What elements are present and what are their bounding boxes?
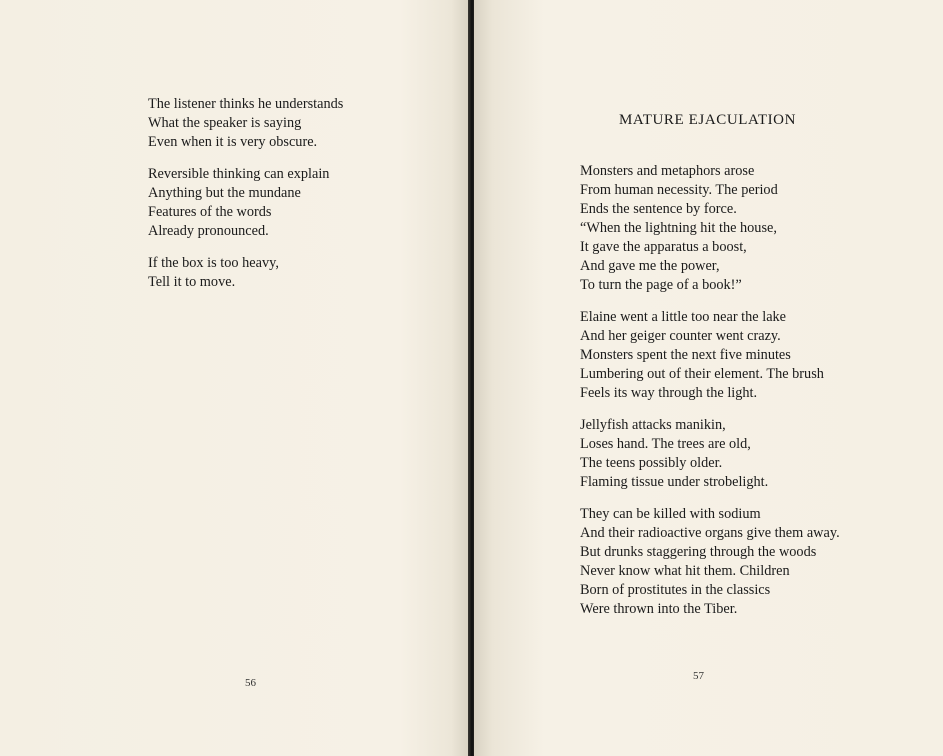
poem-line: And her geiger counter went crazy. — [580, 328, 781, 344]
poem-line: Features of the words — [148, 204, 272, 220]
poem-line: Were thrown into the Tiber. — [580, 601, 738, 617]
page-number: 57 — [693, 670, 704, 682]
poem-line: They can be killed with sodium — [580, 506, 761, 522]
poem-title: MATURE EJACULATION — [619, 112, 797, 128]
poem-line: From human necessity. The period — [580, 182, 778, 198]
stanza — [580, 416, 840, 492]
poem-line: Even when it is very obscure. — [148, 134, 318, 150]
stanza — [148, 254, 343, 292]
poem-line: Jellyfish attacks manikin, — [580, 417, 726, 433]
poem-line: The teens possibly older. — [580, 455, 723, 471]
poem-line: What the speaker is saying — [148, 115, 302, 131]
stanza — [580, 505, 840, 619]
poem-line: Tell it to move. — [148, 274, 236, 290]
poem-line: Elaine went a little too near the lake — [580, 309, 787, 325]
poem-line: If the box is too heavy, — [148, 255, 279, 271]
poem-line: Ends the sentence by force. — [580, 201, 737, 217]
poem-line: Born of prostitutes in the classics — [580, 582, 771, 598]
poem-line: It gave the apparatus a boost, — [580, 239, 747, 255]
stanza — [148, 95, 343, 152]
poem-line: Never know what hit them. Children — [580, 563, 790, 579]
poem-line: Anything but the mundane — [148, 185, 301, 201]
right-page — [474, 0, 943, 756]
poem-line: To turn the page of a book!” — [580, 277, 742, 293]
poem-line: Reversible thinking can explain — [148, 166, 330, 182]
poem-line: Flaming tissue under strobelight. — [580, 474, 769, 490]
poem-line: And their radioactive organs give them away. — [580, 525, 840, 541]
page-number: 56 — [245, 677, 256, 689]
poem-line: The listener thinks he understands — [148, 96, 344, 112]
poem-line: Already pronounced. — [148, 223, 269, 239]
poem-line: But drunks staggering through the woods — [580, 544, 817, 560]
stanza — [580, 162, 840, 295]
poem-line: Monsters spent the next five minutes — [580, 347, 791, 363]
left-page — [0, 0, 470, 756]
poem-line: “When the lightning hit the house, — [580, 220, 777, 236]
right-poem-text — [580, 162, 840, 632]
poem-line: Lumbering out of their element. The brush — [580, 366, 824, 382]
stanza — [148, 165, 343, 241]
poem-line: Feels its way through the light. — [580, 385, 758, 401]
poem-line: Monsters and metaphors arose — [580, 163, 755, 179]
stanza — [580, 308, 840, 403]
left-poem-text — [148, 95, 343, 305]
poem-line: And gave me the power, — [580, 258, 720, 274]
poem-line: Loses hand. The trees are old, — [580, 436, 751, 452]
